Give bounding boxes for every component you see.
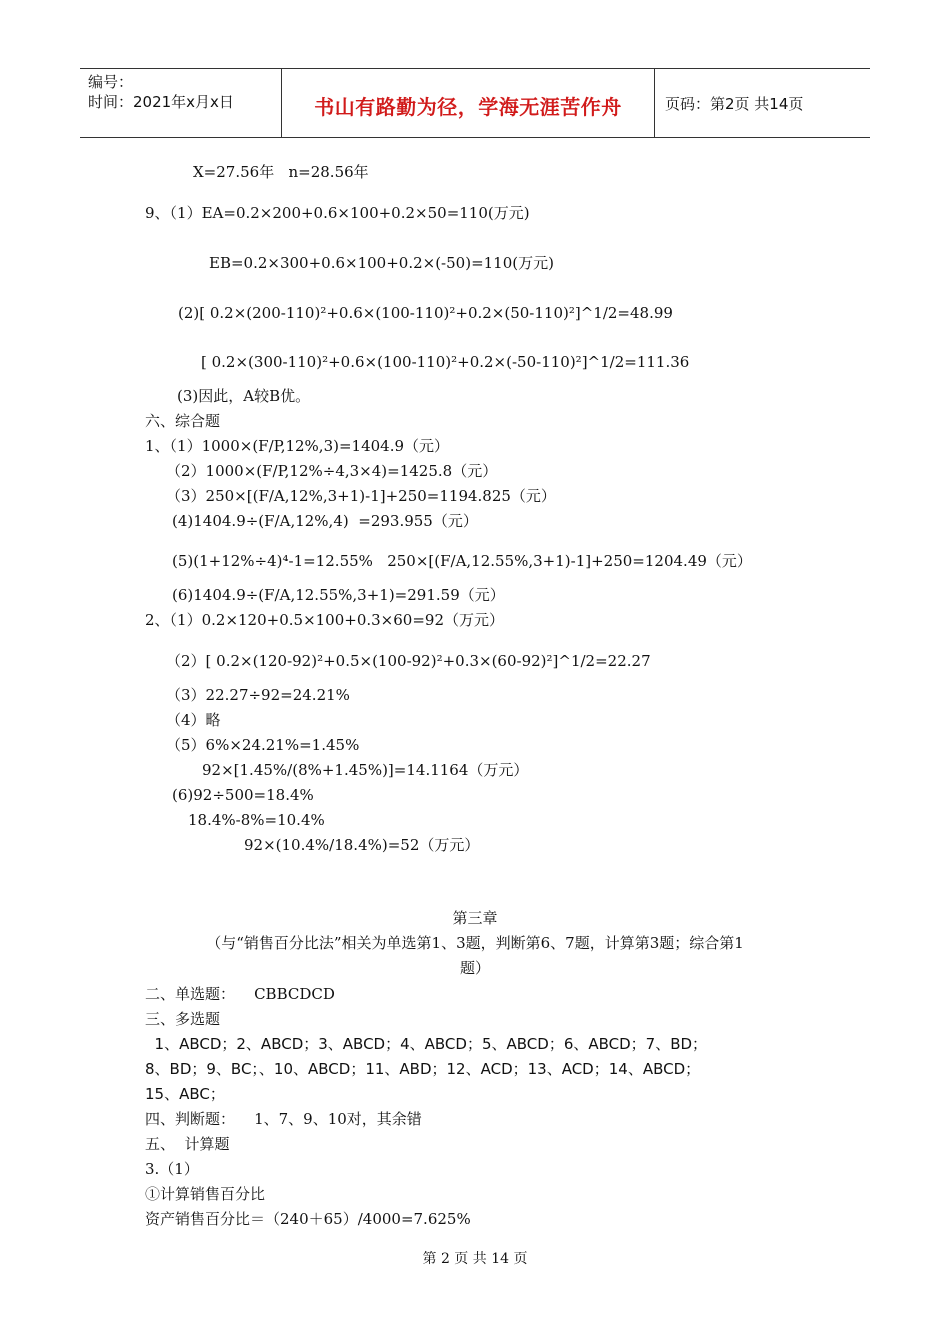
header-motto-cell xyxy=(282,69,655,137)
text-line: （3）250×[(F/A,12%,3+1)-1]+250=1194.825（元） xyxy=(166,487,556,505)
judgement-answers: 四、判断题： 1、7、9、10对，其余错 xyxy=(145,1110,422,1128)
number-label: 编号： xyxy=(88,73,134,91)
header-info-cell xyxy=(80,69,282,137)
text-line: 9、（1）EA=0.2×200+0.6×100+0.2×50=110(万元) xyxy=(145,204,530,222)
section-heading: 五、 计算题 xyxy=(145,1135,230,1153)
section-heading: 六、综合题 xyxy=(145,412,221,430)
text-line: 3.（1） xyxy=(145,1160,199,1178)
text-line: (4)1404.9÷(F/A,12%,4) =293.955（元） xyxy=(172,512,478,530)
time-label: 时间：2021年x月x日 xyxy=(88,93,234,111)
text-line: X=27.56年 n=28.56年 xyxy=(193,163,369,181)
multi-choice-answers: 1、ABCD；2、ABCD；3、ABCD；4、ABCD；5、ABCD；6、ABCD；7、BD； xyxy=(145,1035,708,1053)
text-line: (6)1404.9÷(F/A,12.55%,3+1)=291.59（元） xyxy=(172,586,505,604)
chapter-title: 第三章 xyxy=(452,909,498,927)
text-line: ①计算销售百分比 xyxy=(145,1185,266,1203)
text-line: 1、（1）1000×(F/P,12%,3)=1404.9（元） xyxy=(145,437,450,455)
text-line: 资产销售百分比＝（240＋65）/4000=7.625% xyxy=(145,1210,471,1228)
text-line: （5）6%×24.21%=1.45% xyxy=(166,736,360,754)
multi-choice-answers: 15、ABC； xyxy=(145,1085,225,1103)
chapter-note-cont: 题） xyxy=(459,959,490,977)
text-line: （2）1000×(F/P,12%÷4,3×4)=1425.8（元） xyxy=(166,462,498,480)
text-line: (5)(1+12%÷4)⁴-1=12.55% 250×[(F/A,12.55%,3+1)-1]+250=1204.49（元） xyxy=(172,552,752,570)
page-footer: 第 2 页 共 14 页 xyxy=(422,1251,528,1267)
chapter-note: （与“销售百分比法”相关为单选第1、3题，判断第6、7题，计算第3题；综合第1 xyxy=(206,934,744,952)
text-line: (6)92÷500=18.4% xyxy=(172,786,314,804)
text-line: [ 0.2×(300-110)²+0.6×(100-110)²+0.2×(-50-110)²]^1/2=111.36 xyxy=(201,353,690,371)
text-line: EB=0.2×300+0.6×100+0.2×(-50)=110(万元) xyxy=(209,254,554,272)
text-line: 92×(10.4%/18.4%)=52（万元） xyxy=(244,836,480,854)
text-line: 18.4%-8%=10.4% xyxy=(188,811,325,829)
page-label: 页码：第2页 共14页 xyxy=(665,95,804,113)
motto: 书山有路勤为径，学海无涯苦作舟 xyxy=(314,95,622,119)
header-page-cell xyxy=(655,69,870,137)
multi-choice-answers: 8、BD；9、BC；、10、ABCD；11、ABD；12、ACD；13、ACD；14、ABCD； xyxy=(145,1060,701,1078)
section-heading: 三、多选题 xyxy=(145,1010,221,1028)
single-choice-answers: 二、单选题： CBBCDCD xyxy=(145,985,335,1003)
text-line: (3)因此，A较B优。 xyxy=(177,387,311,405)
text-line: （2）[ 0.2×(120-92)²+0.5×(100-92)²+0.3×(60-92)²]^1/2=22.27 xyxy=(166,652,651,670)
text-line: （4）略 xyxy=(166,711,221,729)
page-header xyxy=(80,68,870,138)
text-line: 2、（1）0.2×120+0.5×100+0.3×60=92（万元） xyxy=(145,611,504,629)
text-line: (2)[ 0.2×(200-110)²+0.6×(100-110)²+0.2×(50-110)²]^1/2=48.99 xyxy=(178,304,673,322)
text-line: （3）22.27÷92=24.21% xyxy=(166,686,350,704)
text-line: 92×[1.45%/(8%+1.45%)]=14.1164（万元） xyxy=(202,761,529,779)
